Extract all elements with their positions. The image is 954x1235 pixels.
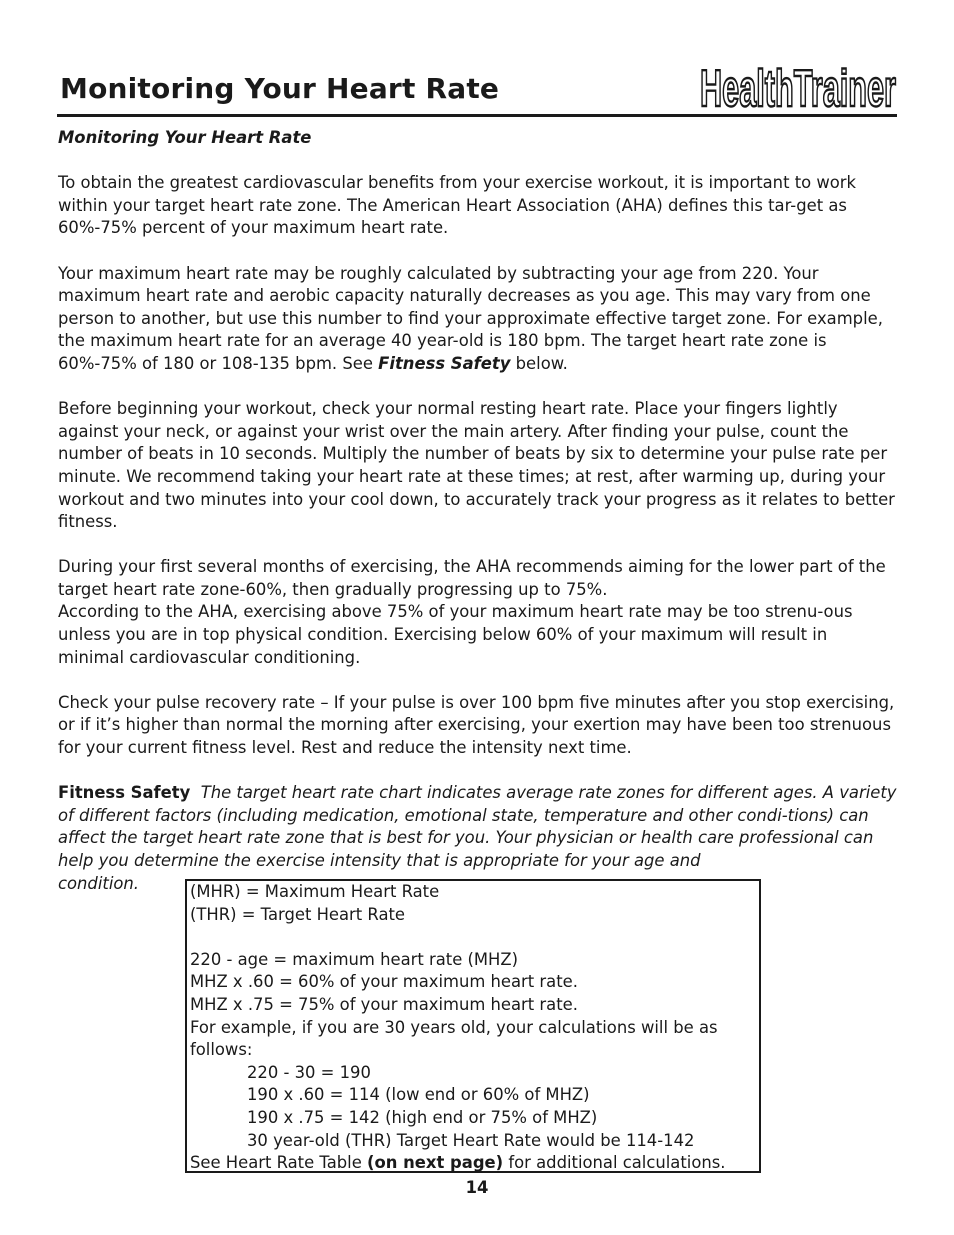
page-title: Monitoring Your Heart Rate (60, 72, 500, 105)
see-table-text: See Heart Rate Table (190, 1153, 367, 1173)
next-page-reference: (on next page) (367, 1153, 504, 1173)
box-line-example: For example, if you are 30 years old, your calculations will be as (190, 1017, 718, 1037)
box-calc-low: 190 x .60 = 114 (low end or 60% of MHZ) (247, 1085, 590, 1105)
healthtrainer-logo (697, 58, 897, 112)
box-calc-result: 30 year-old (THR) Target Heart Rate would be 114-142 (247, 1130, 695, 1150)
fitness-safety-label: Fitness Safety (58, 783, 191, 803)
paragraph-aha-recommendation: During your first several months of exercising, the AHA recommends aiming for the lower part of the target heart rate zone-60%, then gradually progressing up to 75%. (58, 557, 886, 599)
logo-text: HealthTrainer (700, 60, 896, 112)
box-line-mhr: (MHR) = Maximum Heart Rate (190, 882, 440, 901)
paragraph-aha-warning: According to the AHA, exercising above 75% of your maximum heart rate may be too strenu-ous unless you are in top physical condition. Exercising below 60% of your maximum will result in minimal cardiovascular conditioning. (58, 602, 853, 667)
heart-rate-calculation-box (185, 879, 761, 1173)
paragraph-resting-rate: Before beginning your workout, check your normal resting heart rate. Place your fingers lightly against your neck, or against your wrist over the main artery. After finding your pulse, count the number of beats in 10 seconds. Multiply the number of beats by six to determine your pulse rate per minute. We recommend taking your heart rate at these times; at rest, after warming up, during your workout and two minutes into your cool down, to accurately track your progress as it relates to better fitness. (58, 399, 895, 532)
paragraph-max-heart-rate (58, 263, 898, 376)
box-blank-line (190, 926, 759, 949)
page-header (57, 60, 897, 117)
fitness-safety-text: The target heart rate chart indicates average rate zones for different ages. A variety of different factors (including medication, emotional state, temperature and other condi-tions) can affect the target heart rate zone that is best for you. Your physician or health care professional can help you determine the exercise intensity that is appropriate for your age and (58, 783, 897, 870)
paragraph-fitness-safety (58, 782, 898, 872)
main-content (58, 127, 898, 895)
page-number: 14 (465, 1178, 489, 1197)
box-see-table (190, 1152, 759, 1175)
box-line-75-percent: MHZ x .75 = 75% of your maximum heart rate. (190, 994, 578, 1014)
fitness-safety-end: condition. (58, 873, 139, 893)
paragraph-target-zone: To obtain the greatest cardiovascular benefits from your exercise workout, it is important to work within your target heart rate zone. The American Heart Association (AHA) defines this tar-get as 60%-75% percent of your maximum heart rate. (58, 173, 857, 238)
max-hr-text: Your maximum heart rate may be roughly calculated by subtracting your age from 220. Your maximum heart rate and aerobic capacity naturally decreases as you age. This may vary from one person to another, but use this number to find your approximate effective target zone. For example, the maximum heart rate for an average 40 year-old is 180 bpm. The target heart rate zone is 60%-75% of 180 or 108-135 bpm. See (58, 263, 883, 373)
max-hr-text-end: below. (510, 353, 568, 373)
see-table-text-end: for additional calculations. (503, 1153, 726, 1173)
section-subtitle: Monitoring Your Heart Rate (58, 128, 312, 147)
box-line-follows: follows: (190, 1040, 253, 1060)
box-line-thr: (THR) = Target Heart Rate (190, 904, 405, 924)
fitness-safety-reference: Fitness Safety (378, 353, 511, 373)
paragraph-recovery-rate: Check your pulse recovery rate – If your pulse is over 100 bpm five minutes after you stop exercising, or if it’s higher than normal the morning after exercising, your exertion may have been too strenuous for your current fitness level. Rest and reduce the intensity next time. (58, 692, 895, 758)
box-line-formula: 220 - age = maximum heart rate (MHZ) (190, 949, 518, 969)
box-line-60-percent: MHZ x .60 = 60% of your maximum heart rate. (190, 972, 578, 992)
box-calc-max: 220 - 30 = 190 (247, 1062, 371, 1082)
box-calc-high: 190 x .75 = 142 (high end or 75% of MHZ) (247, 1107, 598, 1127)
